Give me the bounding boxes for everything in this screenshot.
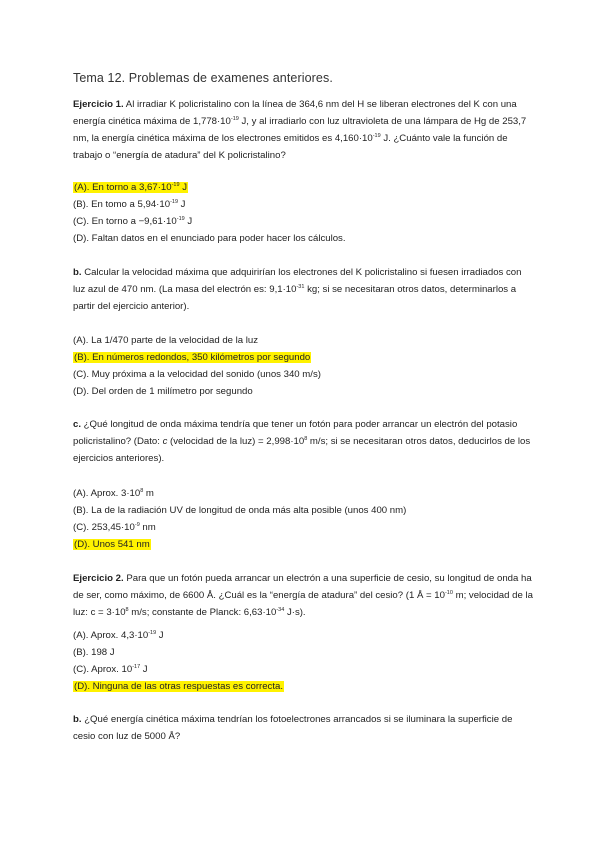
exponent: 8 (140, 488, 144, 494)
exercise-1b-label: b. (73, 267, 82, 278)
correct-answer-highlight: (D). Unos 541 nm (74, 539, 150, 550)
exercise-2b-statement (73, 711, 535, 745)
exponent: -19 (148, 630, 157, 636)
exercise-1c-statement (73, 416, 535, 467)
exercise-1c-option-a (73, 487, 154, 501)
exponent: -19 (170, 199, 179, 205)
option-text: (B). 198 J (73, 647, 115, 658)
option-text: m (143, 488, 154, 499)
statement-text: m/s; constante de Planck: 6,63·10 (128, 607, 277, 618)
exercise-1c-option-b (73, 504, 406, 518)
option-text: (D). Faltan datos en el enunciado para poder hacer los cálculos. (73, 233, 346, 244)
option-text: J (179, 182, 188, 193)
speed-of-light-symbol: c (162, 436, 168, 447)
exercise-1c-label: c. (73, 419, 82, 430)
option-text: (A). En torno a 3,67·10 (74, 182, 172, 193)
option-text: (A). Aprox. 3·10 (73, 488, 141, 499)
exercise-1b-option-a (73, 334, 258, 348)
statement-text: m; velocidad de la luz: c = 3·10 (73, 590, 533, 618)
option-text: (A). Aprox. 4,3·10 (73, 630, 149, 641)
statement-text: (velocidad de la luz) = 2,998·10 (167, 436, 305, 447)
option-text: (C). En torno a −9,61·10 (73, 216, 177, 227)
correct-answer-highlight: (D). Ninguna de las otras respuestas es correcta. (74, 681, 284, 692)
exercise-1-option-c (73, 215, 192, 229)
exponent: -19 (171, 182, 180, 188)
exercise-1-option-b (73, 198, 185, 212)
page-title: Tema 12. Problemas de examenes anteriores. (73, 71, 333, 85)
statement-text: Para que un fotón pueda arrancar un electrón a una superficie de cesio, su longitud de onda ha de ser, como máximo, de 6600 Å. ¿Cuál es la “energía de atadura” del cesio? (1 Å = 10 (73, 573, 532, 601)
exercise-1b-statement (73, 264, 535, 315)
exercise-2-option-b (73, 646, 115, 660)
correct-answer-highlight: (B). En números redondos, 350 kilómetros por segundo (74, 352, 311, 363)
statement-text: J. ¿Cuánto vale la función de trabajo o “energía de atadura” del K policristalino? (73, 133, 508, 161)
option-text: J (156, 630, 164, 641)
option-text: J (178, 199, 186, 210)
statement-text: Calcular la velocidad máxima que adquirirían los electrones del K policristalino si fuesen irradiados con luz azul de 470 nm. (La masa del electrón es: 9,1·10 (73, 267, 522, 295)
exponent: -17 (132, 664, 141, 670)
option-text: (B). En tomo a 5,94·10 (73, 199, 171, 210)
option-text: (C). Aprox. 10 (73, 664, 133, 675)
exponent: -31 (296, 284, 305, 290)
option-text: (C). 253,45·10 (73, 522, 135, 533)
exercise-1b-option-b (73, 351, 311, 365)
statement-text: m/s; si se necesitaran otros datos, deducirlos de los ejercicios anteriores). (73, 436, 531, 464)
exponent: 8 (304, 436, 308, 442)
exercise-1b-option-c (73, 368, 321, 382)
statement-text: ¿Qué energía cinética máxima tendrían los fotoelectrones arrancados si se iluminara la superficie de cesio con luz de 5000 Å? (73, 714, 513, 742)
exercise-2-statement (73, 570, 535, 621)
option-text: J (140, 664, 148, 675)
statement-text: J·s). (284, 607, 306, 618)
option-text: (C). Muy próxima a la velocidad del sonido (unos 340 m/s) (73, 369, 321, 380)
exercise-1b-option-d (73, 385, 253, 399)
option-text: (D). Del orden de 1 milímetro por segundo (73, 386, 253, 397)
exercise-2-option-a (73, 629, 164, 643)
statement-text: ¿Qué longitud de onda máxima tendría que tener un fotón para poder arrancar un electrón del potasio policristalino? (Dato: (73, 419, 518, 447)
exponent: -19 (372, 133, 381, 139)
exercise-1-statement (73, 96, 535, 164)
exercise-1-option-a (73, 181, 188, 195)
exponent: -10 (444, 590, 453, 596)
exercise-1c-option-d (73, 538, 151, 552)
exponent: -9 (134, 522, 140, 528)
exponent: -19 (230, 116, 239, 122)
option-text: (B). La de la radiación UV de longitud de onda más alta posible (unos 400 nm) (73, 505, 407, 516)
exercise-1-option-d (73, 232, 346, 246)
statement-text: kg; si se necesitaran otros datos, determinarlos a partir del ejercicio anterior). (73, 284, 517, 312)
exponent: -34 (276, 607, 285, 613)
exercise-1c-option-c (73, 521, 156, 535)
exercise-1-label: Ejercicio 1. (73, 99, 124, 110)
exercise-2-label: Ejercicio 2. (73, 573, 124, 584)
statement-text: Al irradiar K policristalino con la línea de 364,6 nm del H se liberan electrones del K con una energía cinética máxima de 1,778·10 (73, 99, 517, 127)
exponent: 8 (125, 607, 129, 613)
exercise-2-option-d (73, 680, 284, 694)
correct-answer-highlight (73, 182, 188, 193)
option-text: J (184, 216, 193, 227)
option-text: nm (139, 522, 156, 533)
exercise-2b-label: b. (73, 714, 82, 725)
exercise-2-option-c (73, 663, 148, 677)
statement-text: J, y al irradiarlo con luz ultravioleta de una lámpara de Hg de 253,7 nm, la energía cinética máxima de los electrones emitidos es 4,160·10 (73, 116, 527, 144)
exponent: -19 (176, 216, 185, 222)
option-text: (A). La 1/470 parte de la velocidad de la luz (73, 335, 259, 346)
